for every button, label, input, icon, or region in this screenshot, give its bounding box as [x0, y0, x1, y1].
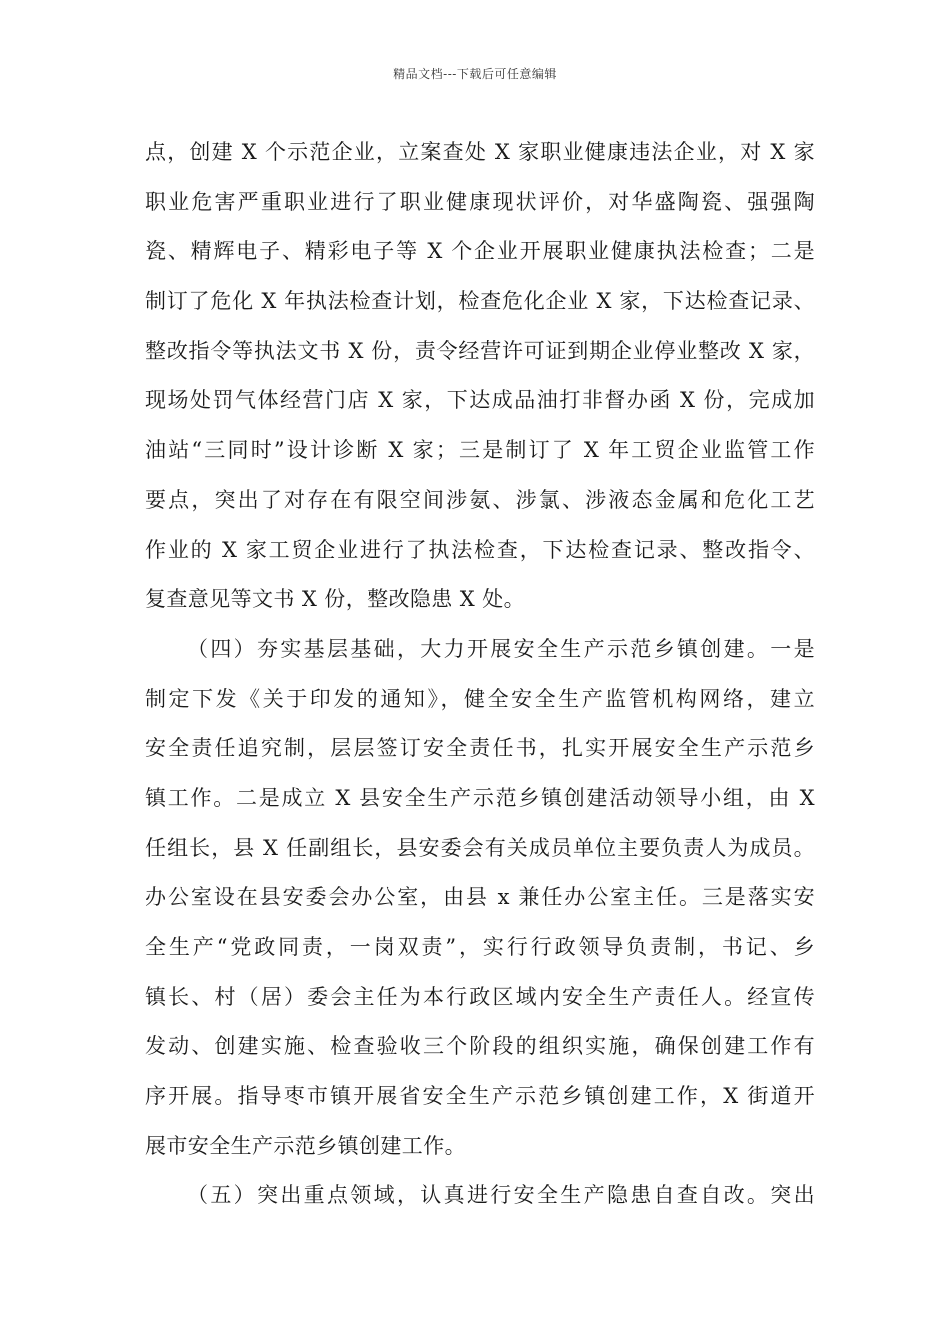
text-line: 全生产“党政同责，一岗双责”，实行行政领导负责制，书记、乡: [145, 935, 815, 959]
text-line: 复查意见等文书 X 份，整改隐患 X 处。: [145, 587, 526, 612]
text-line: 发动、创建实施、检查验收三个阶段的组织实施，确保创建工作有: [145, 1034, 815, 1059]
text-line: 要点，突出了对存在有限空间涉氨、涉氯、涉液态金属和危化工艺: [145, 487, 815, 512]
text-line: 制定下发《关于印发的通知》，健全安全生产监管机构网络，建立: [145, 686, 815, 711]
text-line: 作业的 X 家工贸企业进行了执法检查，下达检查记录、整改指令、: [145, 537, 815, 562]
text-line: 油站“三同时”设计诊断 X 家；三是制订了 X 年工贸企业监管工作: [145, 438, 815, 463]
page-header: 精品文档---下载后可任意编辑: [393, 67, 557, 81]
text-line: 镇长、村（居）委会主任为本行政区域内安全生产责任人。经宣传: [145, 984, 815, 1009]
document-body: [145, 128, 815, 1221]
text-line: 办公室设在县安委会办公室，由县 x 兼任办公室主任。三是落实安: [145, 885, 815, 910]
text-line: 安全责任追究制，层层签订安全责任书，扎实开展安全生产示范乡: [145, 736, 815, 761]
text-line: 整改指令等执法文书 X 份，责令经营许可证到期企业停业整改 X 家，: [145, 338, 815, 363]
paragraph-start-line: （四）夯实基层基础，大力开展安全生产示范乡镇创建。一是: [187, 636, 815, 661]
text-line: 序开展。指导枣市镇开展省安全生产示范乡镇创建工作，X 街道开: [145, 1084, 815, 1109]
paragraph-start-line: （五）突出重点领域，认真进行安全生产隐患自查自改。突出: [187, 1183, 815, 1208]
text-line: 制订了危化 X 年执法检查计划，检查危化企业 X 家，下达检查记录、: [145, 289, 815, 314]
text-line: 展市安全生产示范乡镇创建工作。: [145, 1133, 466, 1158]
text-line: 瓷、精辉电子、精彩电子等 X 个企业开展职业健康执法检查；二是: [145, 239, 815, 264]
text-line: 任组长，县 X 任副组长，县安委会有关成员单位主要负责人为成员。: [145, 835, 815, 860]
text-line: 现场处罚气体经营门店 X 家，下达成品油打非督办函 X 份，完成加: [145, 388, 815, 413]
text-line: 点，创建 X 个示范企业，立案查处 X 家职业健康违法企业，对 X 家: [145, 140, 815, 164]
text-line: 镇工作。二是成立 X 县安全生产示范乡镇创建活动领导小组，由 X: [145, 785, 815, 810]
text-line: 职业危害严重职业进行了职业健康现状评价，对华盛陶瓷、强强陶: [145, 189, 815, 214]
